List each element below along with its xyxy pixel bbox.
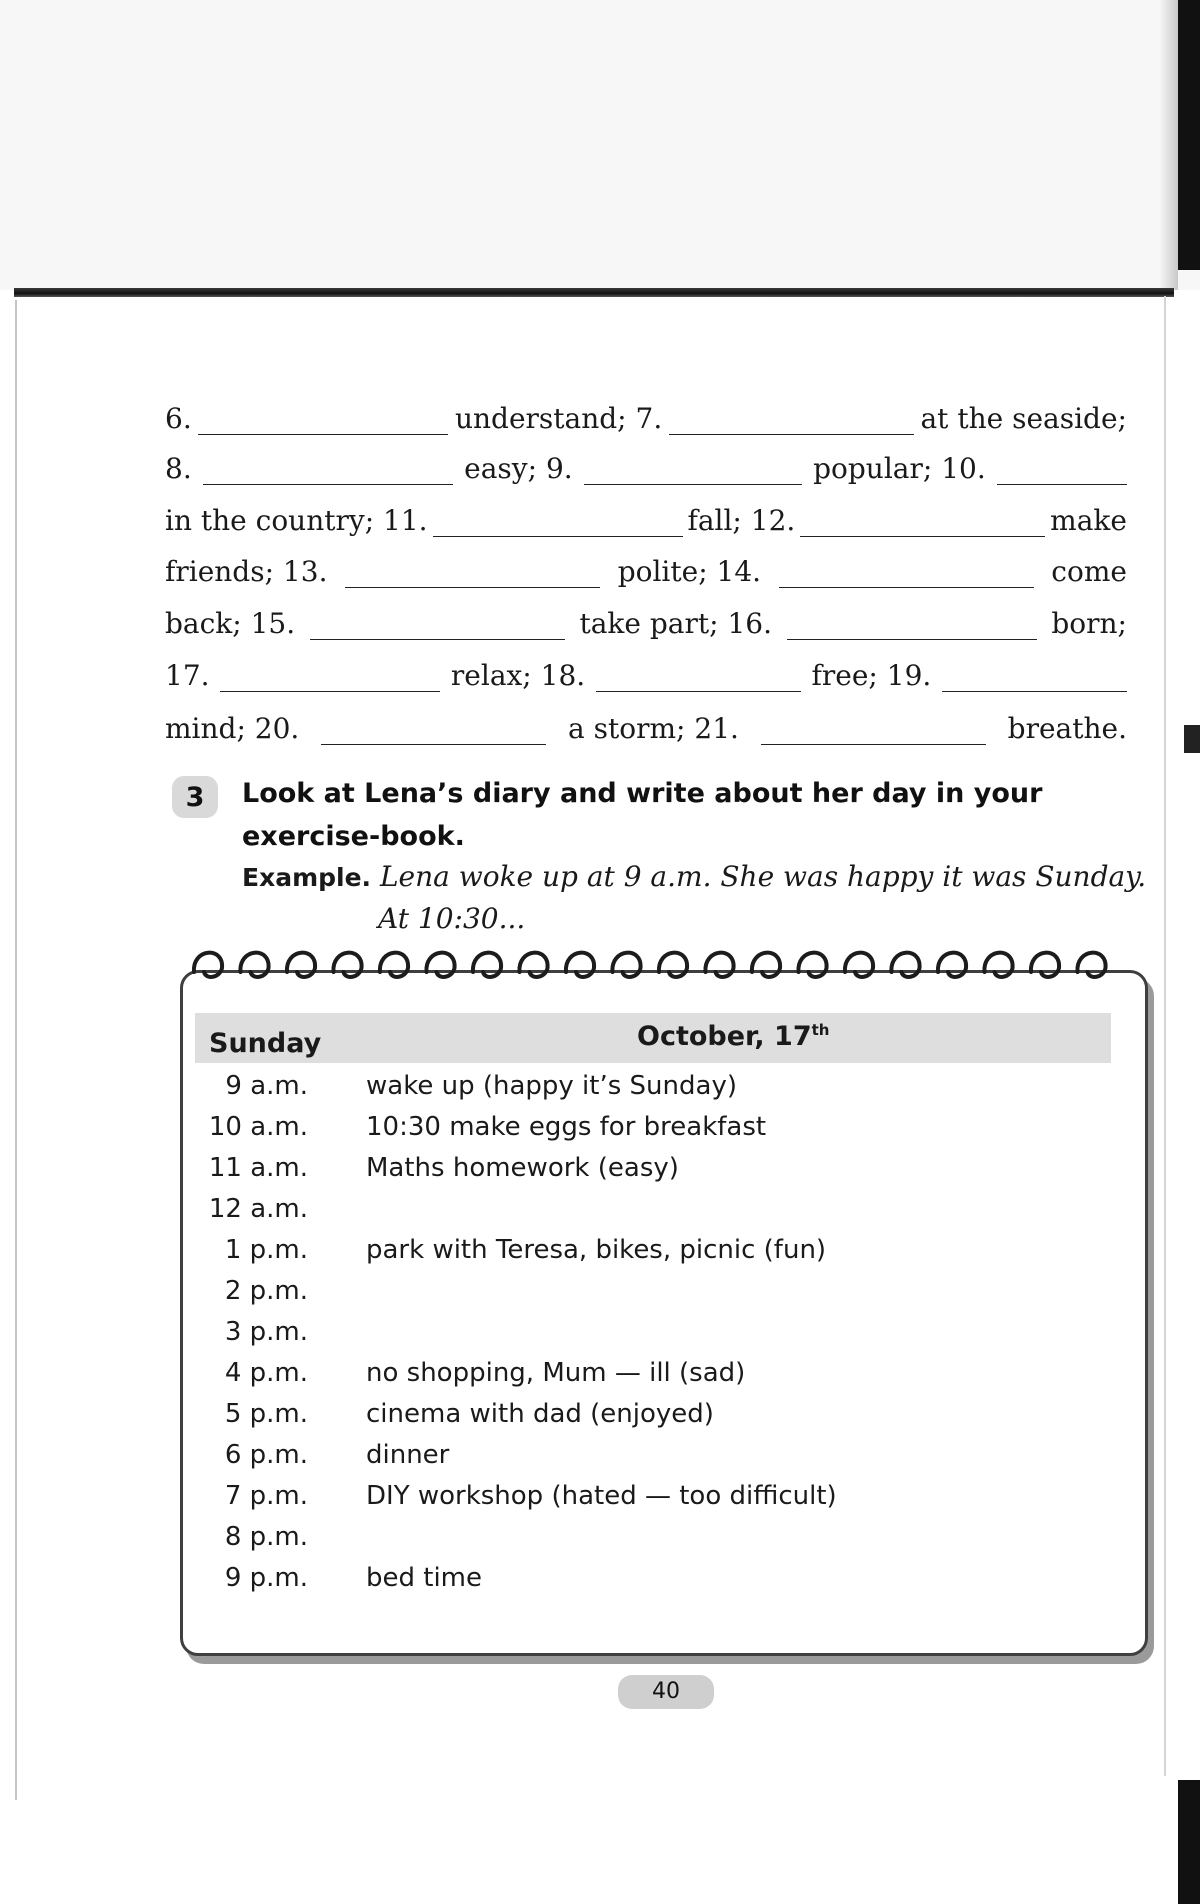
fill-line-5 xyxy=(165,600,1127,640)
diary-row xyxy=(183,1481,1113,1522)
diary-row xyxy=(183,1399,1113,1440)
diary-time: 9 p.m. xyxy=(224,1563,308,1593)
line-text: a storm; 21. xyxy=(568,712,739,745)
diary-activity: dinner xyxy=(366,1440,450,1470)
diary-time: 10 a.m. xyxy=(208,1112,308,1142)
answer-blank[interactable] xyxy=(584,458,802,485)
answer-blank[interactable] xyxy=(942,665,1127,692)
fill-line-4 xyxy=(165,548,1127,588)
diary-activity: DIY workshop (hated — too difficult) xyxy=(366,1481,837,1511)
diary-row xyxy=(183,1153,1113,1194)
diary-time: 5 p.m. xyxy=(224,1399,308,1429)
book-edge-top xyxy=(1178,0,1200,270)
fill-line-2 xyxy=(165,445,1127,485)
answer-blank[interactable] xyxy=(997,458,1127,485)
line-text: fall; 12. xyxy=(687,504,796,537)
answer-blank[interactable] xyxy=(669,408,914,435)
line-text: take part; 16. xyxy=(579,607,772,640)
line-text: easy; 9. xyxy=(464,452,573,485)
answer-blank[interactable] xyxy=(310,613,565,640)
diary-row xyxy=(183,1563,1113,1604)
line-text: back; 15. xyxy=(165,607,296,640)
diary-activity: Maths homework (easy) xyxy=(366,1153,679,1183)
previous-page-area xyxy=(0,0,1200,290)
line-text: make xyxy=(1050,504,1127,537)
spiral-ring xyxy=(566,953,594,977)
spiral-ring xyxy=(287,953,315,977)
line-text: polite; 14. xyxy=(617,555,762,588)
answer-blank[interactable] xyxy=(596,665,801,692)
diary-notebook xyxy=(180,970,1148,1656)
line-text: free; 19. xyxy=(811,659,932,692)
diary-activity: park with Teresa, bikes, picnic (fun) xyxy=(366,1235,827,1265)
fill-line-7 xyxy=(165,705,1127,745)
diary-row xyxy=(183,1071,1113,1112)
line-text: popular; 10. xyxy=(813,452,986,485)
fill-line-6 xyxy=(165,652,1127,692)
diary-row xyxy=(183,1317,1113,1358)
answer-blank[interactable] xyxy=(321,718,546,745)
answer-blank[interactable] xyxy=(345,561,600,588)
line-text: relax; 18. xyxy=(450,659,586,692)
diary-row xyxy=(183,1235,1113,1276)
spiral-ring xyxy=(845,953,873,977)
diary-time: 3 p.m. xyxy=(224,1317,308,1347)
diary-time: 1 p.m. xyxy=(224,1235,308,1265)
diary-date xyxy=(637,1021,830,1052)
example-label: Example. xyxy=(242,863,372,892)
diary-time: 6 p.m. xyxy=(224,1440,308,1470)
spiral-ring xyxy=(426,953,454,977)
diary-row xyxy=(183,1358,1113,1399)
line-text: in the country; 11. xyxy=(165,504,428,537)
diary-activity: bed time xyxy=(366,1563,483,1593)
spiral-ring xyxy=(1031,953,1059,977)
diary-day: Sunday xyxy=(209,1028,322,1059)
spiral-ring xyxy=(1077,953,1105,977)
line-text: mind; 20. xyxy=(165,712,300,745)
spiral-ring xyxy=(752,953,780,977)
example-line xyxy=(242,855,1146,899)
spiral-ring xyxy=(798,953,826,977)
diary-date-text: October, 17 xyxy=(637,1021,812,1052)
spiral-ring xyxy=(659,953,687,977)
spiral-ring xyxy=(519,953,547,977)
answer-blank[interactable] xyxy=(761,718,986,745)
spiral-ring xyxy=(938,953,966,977)
page-top-rule xyxy=(14,288,1174,297)
spiral-ring xyxy=(612,953,640,977)
diary-row xyxy=(183,1194,1113,1235)
spiral-ring xyxy=(705,953,733,977)
exercise-number-badge: 3 xyxy=(172,776,218,818)
diary-time: 12 a.m. xyxy=(208,1194,308,1224)
edge-tab-marker xyxy=(1184,725,1200,753)
example-text: Lena woke up at 9 a.m. She was happy it was Sunday. xyxy=(379,860,1147,893)
notebook-spiral-rings xyxy=(190,942,1110,992)
diary-date-suffix: th xyxy=(811,1021,830,1039)
book-spine-shadow xyxy=(1160,0,1178,290)
answer-blank[interactable] xyxy=(787,613,1037,640)
line-text: 17. xyxy=(165,659,210,692)
answer-blank[interactable] xyxy=(220,665,440,692)
line-text: 8. xyxy=(165,452,192,485)
line-text: born; xyxy=(1051,607,1127,640)
line-text: friends; 13. xyxy=(165,555,328,588)
answer-blank[interactable] xyxy=(800,510,1045,537)
spiral-ring xyxy=(333,953,361,977)
example-continuation: At 10:30... xyxy=(378,902,526,935)
line-text: 6. xyxy=(165,402,192,435)
spiral-ring xyxy=(194,953,222,977)
diary-time: 9 a.m. xyxy=(225,1071,308,1101)
line-text: understand; 7. xyxy=(454,402,663,435)
answer-blank[interactable] xyxy=(433,510,683,537)
spiral-ring xyxy=(473,953,501,977)
diary-row xyxy=(183,1112,1113,1153)
diary-activity: cinema with dad (enjoyed) xyxy=(366,1399,714,1429)
answer-blank[interactable] xyxy=(198,408,448,435)
diary-time: 2 p.m. xyxy=(224,1276,308,1306)
book-edge-bottom xyxy=(1178,1780,1200,1904)
spiral-ring xyxy=(240,953,268,977)
diary-time: 8 p.m. xyxy=(224,1522,308,1552)
line-text: come xyxy=(1051,555,1127,588)
line-text: breathe. xyxy=(1007,712,1127,745)
line-text: at the seaside; xyxy=(920,402,1127,435)
fill-line-3 xyxy=(165,497,1127,537)
diary-row xyxy=(183,1440,1113,1481)
spiral-ring xyxy=(984,953,1012,977)
diary-time: 7 p.m. xyxy=(224,1481,308,1511)
answer-blank[interactable] xyxy=(203,458,453,485)
diary-activity: 10:30 make eggs for breakfast xyxy=(366,1112,767,1142)
diary-activity: no shopping, Mum — ill (sad) xyxy=(366,1358,746,1388)
answer-blank[interactable] xyxy=(779,561,1034,588)
diary-row xyxy=(183,1522,1113,1563)
page-left-border xyxy=(15,300,17,1800)
diary-time: 4 p.m. xyxy=(224,1358,308,1388)
spiral-ring xyxy=(891,953,919,977)
fill-line-1 xyxy=(165,395,1127,435)
exercise-instruction: Look at Lena’s diary and write about her day in your exercise-book. xyxy=(242,778,1043,852)
diary-time: 11 a.m. xyxy=(208,1153,308,1183)
spiral-ring xyxy=(380,953,408,977)
diary-activity: wake up (happy it’s Sunday) xyxy=(366,1071,737,1101)
diary-row xyxy=(183,1276,1113,1317)
page-number: 40 xyxy=(618,1675,714,1709)
page-right-border xyxy=(1164,296,1166,1776)
